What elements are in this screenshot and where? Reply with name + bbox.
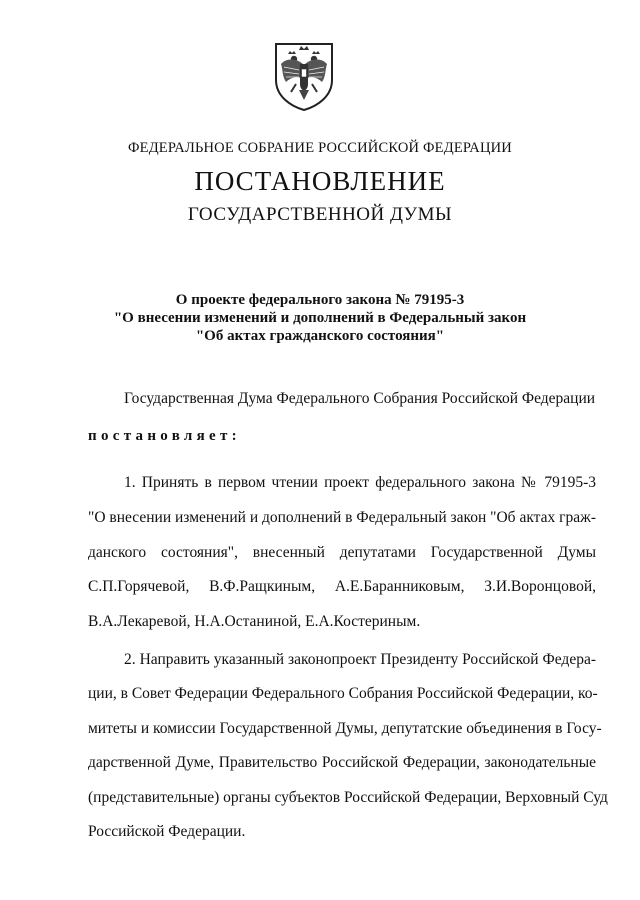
subject-line: "О внесении изменений и дополнений в Федеральный закон [113,310,527,326]
paragraph-2-line: Российской Федерации. [88,823,246,840]
document-issuer: ГОСУДАРСТВЕННОЙ ДУМЫ [187,204,453,225]
organization-name: ФЕДЕРАЛЬНОЕ СОБРАНИЕ РОССИЙСКОЙ ФЕДЕРАЦИИ [128,140,512,156]
paragraph-1-line: В.А.Лекаревой, Н.А.Останиной, Е.А.Костериным. [88,613,421,630]
decrees-heading: постановляет: [88,428,241,444]
document-type: ПОСТАНОВЛЕНИЕ [194,166,446,196]
paragraph-2-line: дарственной Думе, Правительство Российской Федерации, законодательные [88,754,596,771]
subject-line: О проекте федерального закона № 79195-3 [175,292,465,308]
paragraph-1-line: данского состояния", внесенный депутатами Государственной Думы [88,544,596,561]
subject-line: "Об актах гражданского состояния" [195,328,445,344]
paragraph-2-line: 2. Направить указанный законопроект Президенту Российской Федера- [124,651,596,668]
paragraph-2-line: митеты и комиссии Государственной Думы, депутатские объединения в Госу- [88,720,602,737]
paragraph-2-line: (представительные) органы субъектов Российской Федерации, Верховный Суд [88,789,608,806]
preamble: Государственная Дума Федерального Собрания Российской Федерации [124,390,596,407]
paragraph-1-line: С.П.Горячевой, В.Ф.Ращкиным, А.Е.Баранниковым, З.И.Воронцовой, [88,578,596,595]
paragraph-1-line: "О внесении изменений и дополнений в Федеральный закон "Об актах граж- [88,509,596,526]
document-subject [0,291,640,345]
russian-coat-of-arms-icon [272,40,336,112]
paragraph-1-line: 1. Принять в первом чтении проект федерального закона № 79195-3 [124,474,596,491]
paragraph-2-line: ции, в Совет Федерации Федерального Собрания Российской Федерации, ко- [88,685,598,702]
